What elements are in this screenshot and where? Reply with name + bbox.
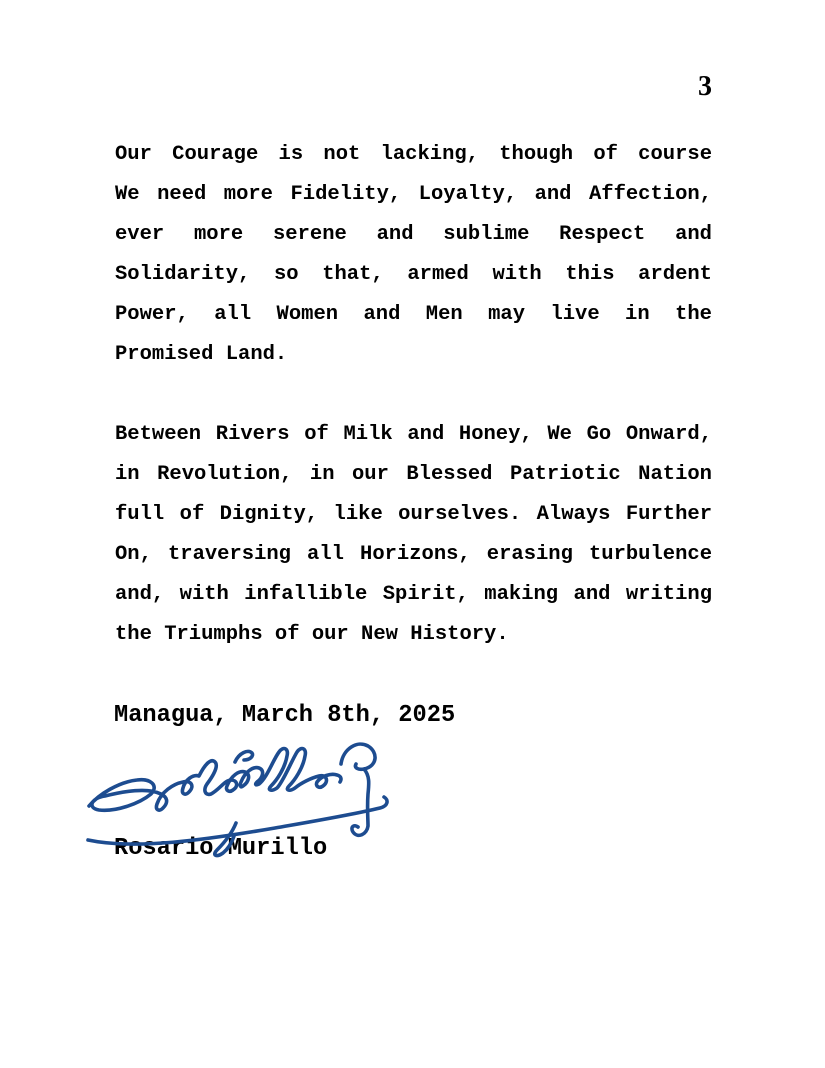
- text-line: full of Dignity, like ourselves. Always Further: [115, 503, 712, 526]
- signatory-name: Rosario Murillo: [114, 835, 328, 862]
- page-number: 3: [698, 71, 712, 102]
- text-line: Solidarity, so that, armed with this ardent: [115, 263, 712, 286]
- text-line: Power, all Women and Men may live in the: [115, 303, 712, 326]
- text-line: and, with infallible Spirit, making and writing: [115, 583, 712, 606]
- text-line: the Triumphs of our New History.: [115, 623, 509, 646]
- text-line: in Revolution, in our Blessed Patriotic Nation: [115, 463, 712, 486]
- text-line: ever more serene and sublime Respect and: [115, 223, 712, 246]
- paragraph-rivers: [115, 415, 712, 655]
- text-line: Between Rivers of Milk and Honey, We Go Onward,: [115, 423, 712, 446]
- text-line: On, traversing all Horizons, erasing turbulence: [115, 543, 712, 566]
- text-line: Promised Land.: [115, 343, 288, 366]
- text-line: Our Courage is not lacking, though of course: [115, 143, 712, 166]
- signature-flourish-stroke: [341, 744, 375, 835]
- signature-main-stroke: [89, 749, 341, 811]
- signature-tilde-stroke: [235, 751, 253, 762]
- text-line: We need more Fidelity, Loyalty, and Affection,: [115, 183, 712, 206]
- paragraph-courage: [115, 135, 712, 375]
- dateline: Managua, March 8th, 2025: [114, 702, 456, 729]
